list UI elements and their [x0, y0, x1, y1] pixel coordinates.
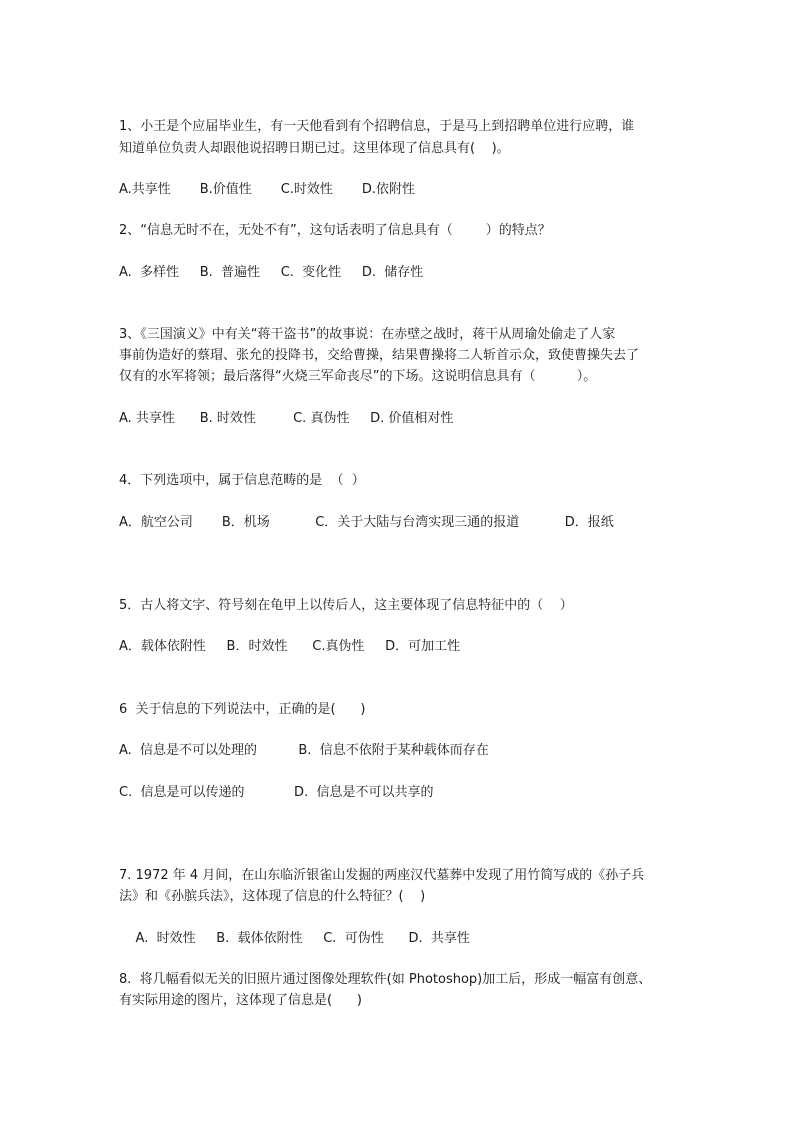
question-6-stem: 6 关于信息的下列说法中，正确的是( )	[119, 702, 366, 717]
question-5-options: A．载体依附性 B．时效性 C.真伪性 D．可加工性	[119, 639, 461, 654]
question-8-stem-line-2: 有实际用途的图片，这体现了信息是( )	[119, 993, 362, 1008]
question-1-options: A.共享性 B.价值性 C.时效性 D.依附性	[119, 182, 415, 197]
question-7-options: A. 时效性 B. 载体依附性 C. 可伪性 D. 共享性	[119, 931, 470, 946]
question-3-stem-line-1: 3、《三国演义》中有关“蒋干盗书”的故事说：在赤壁之战时，蒋干从周瑜处偷走了人家	[119, 327, 616, 342]
question-6-options-line-2: C. 信息是可以传递的 D. 信息是不可以共享的	[119, 785, 434, 800]
question-8-stem-line-1: 8. 将几幅看似无关的旧照片通过图像处理软件(如 Photoshop)加工后，形成一幅富有创意、	[119, 972, 652, 987]
question-5-stem: 5．古人将文字、符号刻在龟甲上以传后人，这主要体现了信息特征中的（ ）	[119, 598, 573, 613]
question-3-stem-line-3: 仅有的水军将领；最后落得“火烧三军命丧尽”的下场。这说明信息具有（ ）。	[119, 369, 597, 384]
question-6-options-line-1: A. 信息是不可以处理的 B. 信息不依附于某种载体而存在	[119, 743, 489, 758]
question-4-stem: 4．下列选项中，属于信息范畴的是 （ ）	[119, 473, 365, 488]
question-7-stem-line-1: 7. 1972 年 4 月间，在山东临沂银雀山发掘的两座汉代墓葬中发现了用竹简写成的《孙子兵	[119, 868, 645, 883]
question-7-stem-line-2: 法》和《孙膑兵法》，这体现了信息的什么特征？( )	[119, 889, 426, 904]
question-1-stem-line-2: 知道单位负责人却跟他说招聘日期已过。这里体现了信息具有( )。	[119, 141, 510, 156]
question-1-stem-line-1: 1、小王是个应届毕业生，有一天他看到有个招聘信息，于是马上到招聘单位进行应聘，谁	[119, 119, 635, 134]
question-2-options: A. 多样性 B. 普遍性 C. 变化性 D. 储存性	[119, 265, 424, 280]
question-2-stem: 2、“信息无时不在，无处不有”，这句话表明了信息具有（ ）的特点？	[119, 223, 551, 238]
question-3-options: A. 共享性 B. 时效性 C. 真伪性 D. 价值相对性	[119, 411, 454, 426]
question-4-options: A．航空公司 B．机场 C．关于大陆与台湾实现三通的报道 D．报纸	[119, 515, 614, 530]
question-3-stem-line-2: 事前伪造好的蔡瑁、张允的投降书，交给曹操，结果曹操将二人斩首示众，致使曹操失去了	[119, 348, 640, 363]
